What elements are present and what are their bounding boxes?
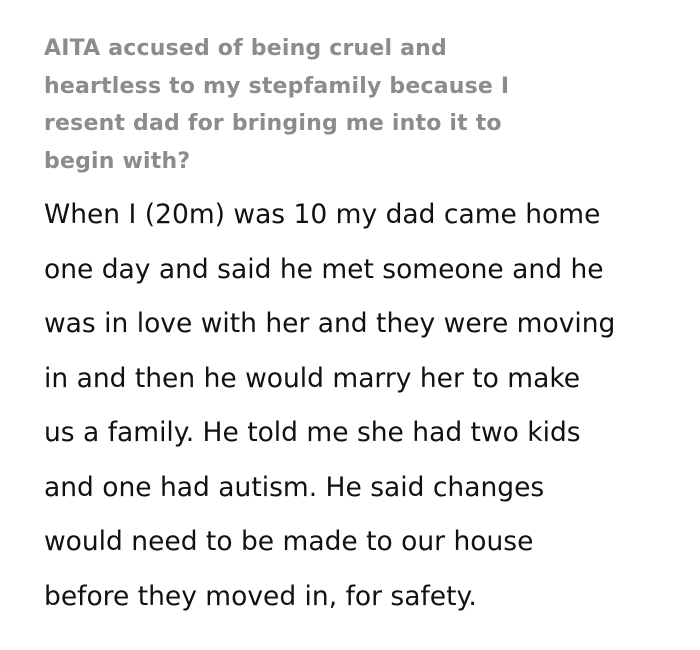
post-body-line: When I (20m) was 10 my dad came home [44, 199, 601, 230]
post-body [44, 188, 684, 624]
post-content [44, 30, 684, 624]
post-title [44, 30, 684, 180]
post-body-line: and one had autism. He said changes [44, 471, 545, 503]
post-body-line: us a family. He told me she had two kids [44, 417, 581, 448]
post-title-line: heartless to my stepfamily because I [44, 73, 510, 99]
post-title-line: AITA accused of being cruel and [44, 36, 447, 61]
post-body-line: in and then he would marry her to make [44, 362, 581, 394]
post-title-line: begin with? [44, 148, 191, 174]
post-body-line: was in love with her and they were moving [44, 308, 616, 339]
post-body-line: one day and said he met someone and he [44, 253, 604, 285]
post-title-line: resent dad for bringing me into it to [44, 111, 502, 136]
post-body-line: before they moved in, for safety. [44, 580, 477, 612]
post-body-line: would need to be made to our house [44, 526, 534, 557]
